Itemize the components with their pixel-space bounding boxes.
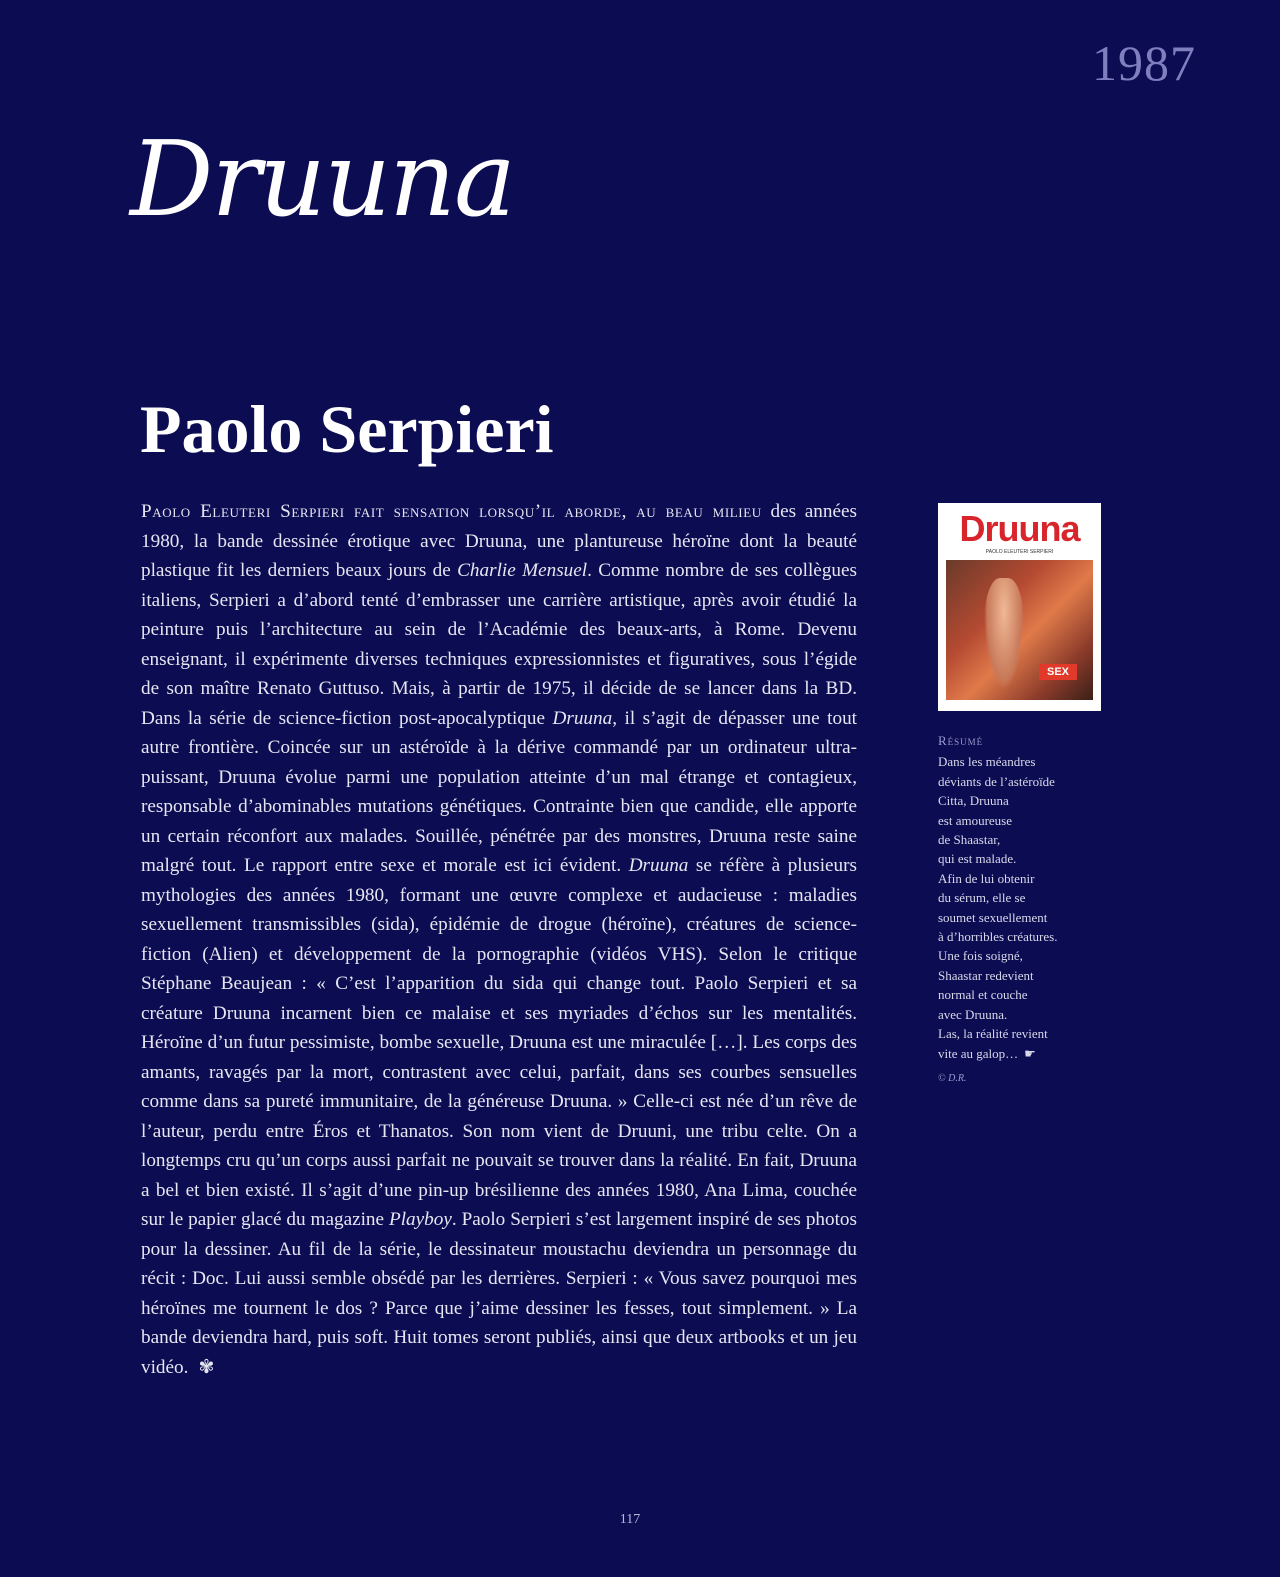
summary-line: Shaastar redevient: [938, 967, 1034, 983]
article-text: , il s’agit de dépasser une tout autre frontière. Coincée sur un astéroïde à la dérive commandé par un ordinateur ultra-puissant, Druuna évolue parmi une population atteinte d’un mal étrange et contagieux, responsable d’abominables mutations génétiques. Contrainte bien que candide, elle apporte un certain réconfort aux malades. Souillée, pénétrée par des monstres, Druuna reste saine malgré tout. Le rapport entre sexe et morale est ici évident.: [141, 707, 857, 876]
summary-line: soumet sexuellement: [938, 909, 1048, 925]
summary-line: Dans les méandres: [938, 754, 1036, 770]
summary-line: Afin de lui obtenir: [938, 870, 1035, 886]
book-cover-image: [938, 503, 1101, 711]
summary-line: est amoureuse: [938, 812, 1013, 828]
summary-line-text: vite au galop…: [938, 1045, 1019, 1061]
article-lead: Paolo Eleuteri Serpieri fait sensation lorsqu’il aborde, au beau milieu: [141, 501, 762, 522]
cover-figure: [984, 578, 1024, 690]
summary-line: de Shaastar,: [938, 832, 1001, 848]
article-text: . Paolo Serpieri s’est largement inspiré de ses photos pour la dessiner. Au fil de la série, le dessinateur moustachu deviendra un personnage du récit : Doc. Lui aussi semble obsédé par les derrières. Serpieri : « Vous savez pourquoi mes héroïnes me tournent le dos ? Parce que j’aime dessiner les fesses, tout simplement. » La bande deviendra hard, puis soft. Huit tomes seront publiés, ainsi que deux artbooks et un jeu vidéo.: [141, 1209, 857, 1378]
article-body: [141, 497, 857, 1382]
pointing-hand-icon: ☛: [1024, 1045, 1036, 1061]
series-title: Druuna: [130, 118, 515, 240]
article-text: . Comme nombre de ses collègues italiens, Serpieri a d’abord tenté d’embrasser une carrière artistique, après avoir étudié la peinture puis l’architecture au sein de l’Académie des beaux-arts, à Rome. Devenu enseignant, il expérimente diverses techniques expressionnistes et figuratives, sous l’égide de son maître Renato Guttuso. Mais, à partir de 1975, il décide de se lancer dans la BD. Dans la série de science-fiction post-apocalyptique: [141, 560, 857, 729]
summary-line: normal et couche: [938, 987, 1028, 1003]
summary-line: qui est malade.: [938, 851, 1017, 867]
italic-title: Charlie Mensuel: [457, 560, 588, 581]
article-text: des années 1980, la bande dessinée érotique avec Druuna, une plantureuse héroïne dont la beauté plastique fit les derniers beaux jours de: [141, 501, 857, 581]
summary-line: [938, 1044, 1113, 1063]
summary-line: Une fois soigné,: [938, 948, 1023, 964]
summary-sidebar: [938, 731, 1113, 1088]
summary-line: à d’horribles créatures.: [938, 929, 1058, 945]
author-heading: Paolo Serpieri: [140, 391, 554, 467]
italic-title: Druuna: [628, 855, 689, 876]
cover-badge: SEX: [1039, 664, 1077, 680]
italic-title: Druuna: [552, 707, 613, 729]
summary-line: du sérum, elle se: [938, 890, 1026, 906]
flower-ornament-icon: ✾: [198, 1356, 215, 1378]
summary-line: Las, la réalité revient: [938, 1026, 1048, 1042]
italic-title: Playboy: [388, 1209, 452, 1230]
article-text: se réfère à plusieurs mythologies des années 1980, formant une œuvre complexe et audacieuse : maladies sexuellement transmissibles (sida), épidémie de drogue (héroïne), créatures de science-fiction (Alien) et développement de la pornographie (vidéos VHS). Selon le critique Stéphane Beaujean : « C’est l’apparition du sida qui change tout. Paolo Serpieri et sa créature Druuna incarnent bien ce malaise et ses myriades d’échos sur les mentalités. Héroïne d’un futur pessimiste, bombe sexuelle, Druuna est une miraculée […]. Les corps des amants, ravagés par la mort, contrastent avec celui, parfait, dans ses courbes sensuelles comme dans sa pureté immunitaire, de la généreuse Druuna. » Celle-ci est née d’un rêve de l’auteur, perdu entre Éros et Thanatos. Son nom vient de Druuni, une tribu celte. On a longtemps cru qu’un corps aussi parfait ne pouvait se trouver dans la réalité. En fait, Druuna a bel et bien existé. Il s’agit d’une pin-up brésilienne des années 1980, Ana Lima, couchée sur le papier glacé du magazine: [141, 855, 857, 1230]
year-label: 1987: [1092, 35, 1196, 91]
cover-subtitle: PAOLO ELEUTERI SERPIERI: [985, 549, 1054, 555]
cover-artwork: [946, 560, 1093, 700]
summary-line: avec Druuna.: [938, 1006, 1008, 1022]
summary-line: Citta, Druuna: [938, 793, 1009, 809]
image-credit: © D.R.: [938, 1072, 967, 1084]
cover-title: Druuna: [959, 508, 1080, 549]
summary-heading: Résumé: [938, 733, 984, 748]
summary-line: déviants de l’astéroïde: [938, 773, 1055, 789]
page-number: 117: [619, 1512, 641, 1527]
